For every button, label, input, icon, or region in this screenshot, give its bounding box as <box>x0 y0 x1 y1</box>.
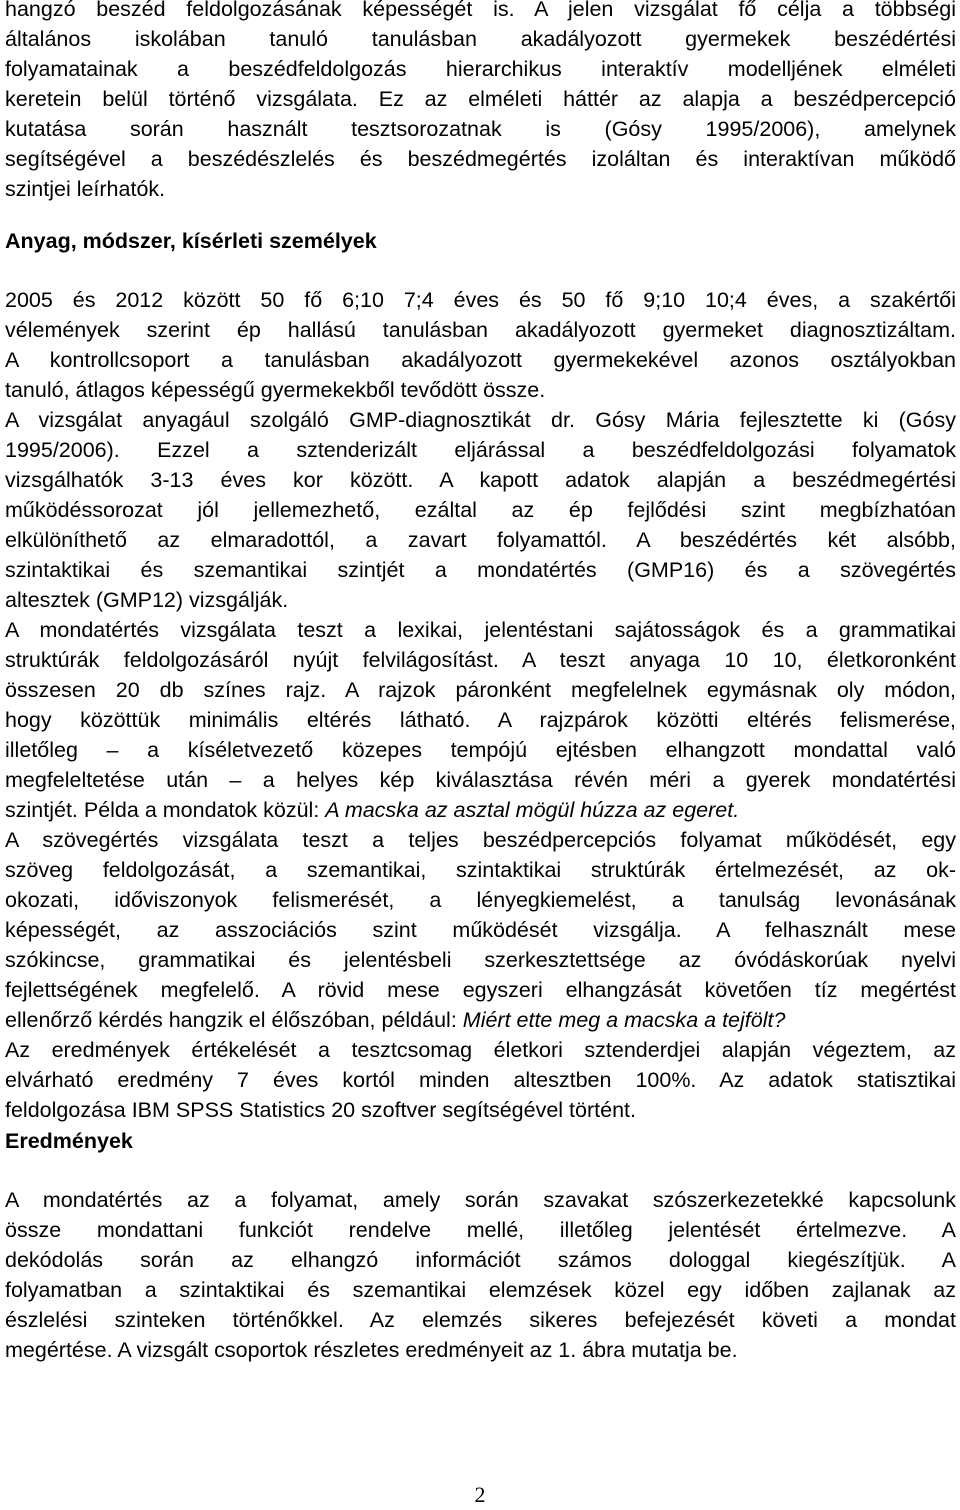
text-line: altesztek (GMP12) vizsgálják. <box>5 588 289 612</box>
text-line: dekódolás során az elhangzó információt számos dologgal kiegészítjük. A <box>5 1248 956 1272</box>
text-line: vélemények szerint ép hallású tanulásban akadályozott gyermeket diagnosztizáltam. <box>5 318 956 342</box>
text-line: folyamatainak a beszédfeldolgozás hierarchikus interaktív modelljének elméleti <box>5 57 956 81</box>
text-line: tanuló, átlagos képességű gyermekekből tevődött össze. <box>5 378 546 402</box>
question-example: Miért ette meg a macska a tejfölt? <box>462 1008 786 1032</box>
section-heading-results: Eredmények <box>5 1129 133 1153</box>
example-sentence: A macska az asztal mögül húzza az egeret. <box>325 798 740 822</box>
text-line: 2005 és 2012 között 50 fő 6;10 7;4 éves és 50 fő 9;10 10;4 éves, a szakértői <box>5 288 956 312</box>
text-line: segítségével a beszédészlelés és beszédmegértés izoláltan és interaktívan működő <box>5 147 956 171</box>
text-line: folyamatban a szintaktikai és szemantikai elemzések közel egy időben zajlanak az <box>5 1278 956 1302</box>
text-line-question <box>5 1005 956 1035</box>
text-line: A kontrollcsoport a tanulásban akadályozott gyermekekével azonos osztályokban <box>5 348 956 372</box>
text-line-example <box>5 795 956 825</box>
text-line: A mondatértés vizsgálata teszt a lexikai, jelentéstani sajátosságok és a grammatikai <box>5 618 956 642</box>
text-line: struktúrák feldolgozásáról nyújt felvilágosítást. A teszt anyaga 10 10, életkoronként <box>5 648 956 672</box>
text-line: feldolgozása IBM SPSS Statistics 20 szoftver segítségével történt. <box>5 1098 636 1122</box>
text-line: képességét, az asszociációs szint működését vizsgálja. A felhasznált mese <box>5 918 956 942</box>
text-line: szókincse, grammatikai és jelentésbeli szerkesztettsége az óvódáskorúak nyelvi <box>5 948 956 972</box>
text-line: okozati, időviszonyok felismerését, a lényegkiemelést, a tanulság levonásának <box>5 888 956 912</box>
text-line: keretein belül történő vizsgálata. Ez az elméleti háttér az alapja a beszédpercepció <box>5 87 956 111</box>
text-line: hangzó beszéd feldolgozásának képességét is. A jelen vizsgálat fő célja a többségi <box>5 0 956 21</box>
text-line: szintaktikai és szemantikai szintjét a mondatértés (GMP16) és a szövegértés <box>5 558 956 582</box>
text-line: A szövegértés vizsgálata teszt a teljes beszédpercepciós folyamat működését, egy <box>5 828 956 852</box>
text-line: fejlettségének megfelelő. A rövid mese egyszeri elhangzását követően tíz megértést <box>5 978 956 1002</box>
text-line: Az eredmények értékelését a tesztcsomag életkori sztenderdjei alapján végeztem, az <box>5 1038 956 1062</box>
text-line: vizsgálhatók 3-13 éves kor között. A kapott adatok alapján a beszédmegértési <box>5 468 956 492</box>
text-line: elvárható eredmény 7 éves kortól minden altesztben 100%. Az adatok statisztikai <box>5 1068 956 1092</box>
text-line: szöveg feldolgozását, a szemantikai, szintaktikai struktúrák értelmezését, az ok- <box>5 858 956 882</box>
text-line: kutatása során használt tesztsorozatnak is (Gósy 1995/2006), amelynek <box>5 117 956 141</box>
text-line: megértése. A vizsgált csoportok részletes eredményeit az 1. ábra mutatja be. <box>5 1338 738 1362</box>
text-line: működéssorozat jól jellemezhető, ezáltal az ép fejlődési szint megbízhatóan <box>5 498 956 522</box>
text-line: hogy közöttük minimális eltérés látható. A rajzpárok közötti eltérés felismerése, <box>5 708 956 732</box>
text-line: szintjei leírhatók. <box>5 177 166 201</box>
text-line: észlelési szinteken történőkkel. Az elemzés sikeres befejezését követi a mondat <box>5 1308 956 1332</box>
question-prefix: ellenőrző kérdés hangzik el élőszóban, például: <box>5 1008 463 1032</box>
text-line: össze mondattani funkciót rendelve mellé, illetőleg jelentését értelmezve. A <box>5 1218 956 1242</box>
section-heading-methods: Anyag, módszer, kísérleti személyek <box>5 229 377 253</box>
text-line: elkülöníthető az elmaradottól, a zavart folyamattól. A beszédértés két alsóbb, <box>5 528 956 552</box>
text-line: általános iskolában tanuló tanulásban akadályozott gyermekek beszédértési <box>5 27 956 51</box>
text-line: megfeleltetése után – a helyes kép kiválasztása révén méri a gyerek mondatértési <box>5 768 956 792</box>
text-line: A mondatértés az a folyamat, amely során szavakat szószerkezetekké kapcsolunk <box>5 1188 956 1212</box>
text-line: illetőleg – a kíséletvezető közepes tempójú ejtésben elhangzott mondattal való <box>5 738 956 762</box>
text-line: A vizsgálat anyagául szolgáló GMP-diagnosztikát dr. Gósy Mária fejlesztette ki (Gósy <box>5 408 956 432</box>
example-prefix: szintjét. Példa a mondatok közül: <box>5 798 326 822</box>
text-line: 1995/2006). Ezzel a sztenderizált eljárással a beszédfeldolgozási folyamatok <box>5 438 956 462</box>
text-line: összesen 20 db színes rajz. A rajzok páronként megfelelnek egymásnak oly módon, <box>5 678 956 702</box>
page-number: 2 <box>474 1482 486 1507</box>
